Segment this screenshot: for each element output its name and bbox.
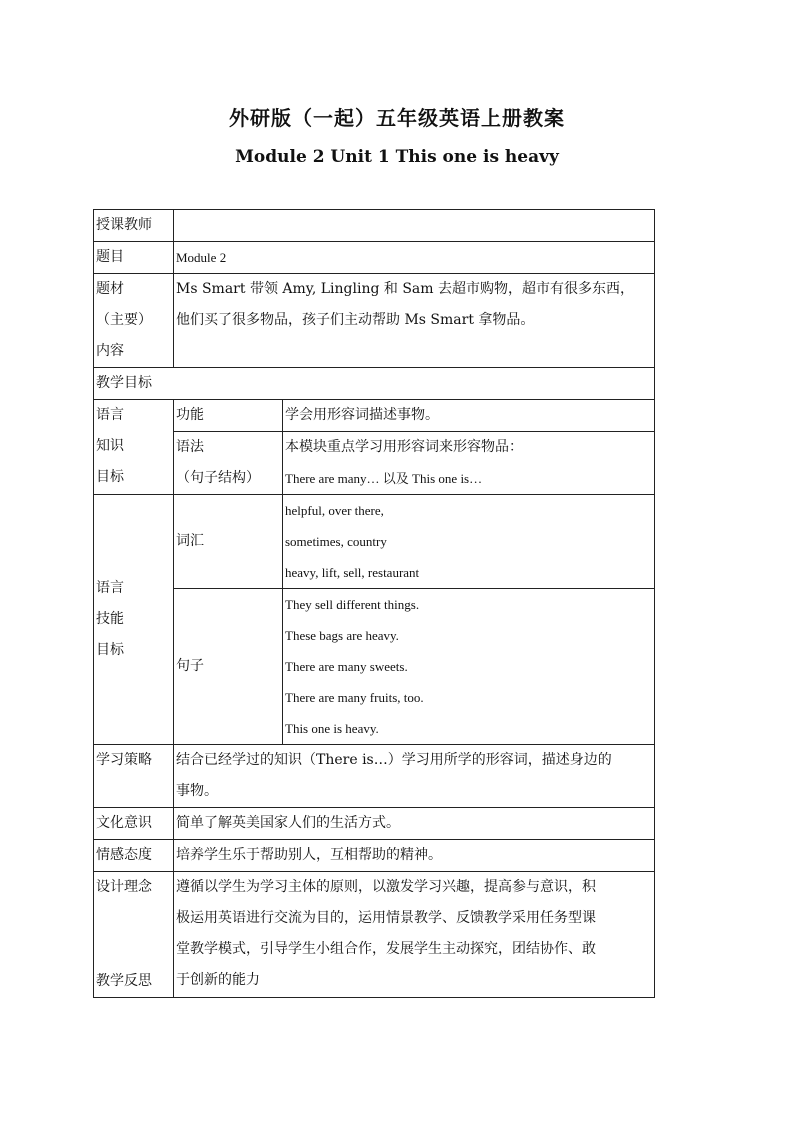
knowledge-label-line: 语言 xyxy=(96,407,124,423)
design-line: 堂教学模式，引导学生小组合作，发展学生主动探究，团结协作、敢 xyxy=(176,941,596,957)
vocab-label: 词汇 xyxy=(174,495,283,589)
design-reflection-label xyxy=(94,872,174,998)
function-value: 学会用形容词描述事物。 xyxy=(283,400,655,432)
culture-label: 文化意识 xyxy=(94,808,174,840)
sentence-value xyxy=(283,589,655,745)
sentence-label: 句子 xyxy=(174,589,283,745)
strategy-value xyxy=(174,745,655,808)
topic-value: Module 2 xyxy=(174,242,655,274)
page-subtitle: Module 2 Unit 1 This one is heavy xyxy=(235,147,559,167)
sentence-line: There are many sweets. xyxy=(285,659,408,674)
content-label-line: （主要） xyxy=(96,312,152,328)
strategy-label: 学习策略 xyxy=(94,745,174,808)
page-title: 外研版（一起）五年级英语上册教案 xyxy=(229,106,565,130)
design-line: 极运用英语进行交流为目的，运用情景教学、反馈教学采用任务型课 xyxy=(176,910,596,926)
sentence-line: They sell different things. xyxy=(285,597,420,612)
sentence-line: There are many fruits, too. xyxy=(285,690,424,705)
grammar-line: 本模块重点学习用形容词来形容物品： xyxy=(285,439,523,455)
skill-label xyxy=(94,495,174,745)
skill-label-line: 语言 xyxy=(96,580,124,596)
grammar-label-line: 语法 xyxy=(176,439,204,455)
grammar-label xyxy=(174,432,283,495)
content-label-line: 题材 xyxy=(96,281,124,297)
vocab-line: heavy, lift, sell, restaurant xyxy=(285,565,420,580)
grammar-line: There are many… 以及 This one is… xyxy=(285,471,483,486)
teacher-label: 授课教师 xyxy=(94,210,174,242)
vocab-value xyxy=(283,495,655,589)
lesson-plan-table xyxy=(93,209,655,998)
content-line: 他们买了很多物品，孩子们主动帮助 Ms Smart 拿物品。 xyxy=(176,312,535,328)
sentence-line: These bags are heavy. xyxy=(285,628,399,643)
content-value xyxy=(174,274,655,368)
skill-label-line: 技能 xyxy=(96,611,124,627)
design-value xyxy=(174,872,655,998)
design-line: 遵循以学生为学习主体的原则，以激发学习兴趣，提高参与意识，积 xyxy=(176,879,596,895)
content-label xyxy=(94,274,174,368)
knowledge-label-line: 目标 xyxy=(96,469,124,485)
vocab-line: sometimes, country xyxy=(285,534,387,549)
design-label: 设计理念 xyxy=(96,879,152,895)
reflection-label: 教学反思 xyxy=(96,973,152,989)
grammar-label-line: （句子结构） xyxy=(176,470,260,486)
emotion-value: 培养学生乐于帮助别人，互相帮助的精神。 xyxy=(174,840,655,872)
function-label: 功能 xyxy=(174,400,283,432)
sentence-line: This one is heavy. xyxy=(285,721,379,736)
emotion-label: 情感态度 xyxy=(94,840,174,872)
strategy-line: 结合已经学过的知识（There is…）学习用所学的形容词，描述身边的 xyxy=(176,752,612,768)
vocab-line: helpful, over there, xyxy=(285,503,384,518)
content-line: Ms Smart 带领 Amy, Lingling 和 Sam 去超市购物，超市有很多东西， xyxy=(176,281,634,297)
design-line: 于创新的能力 xyxy=(176,972,260,988)
goals-label: 教学目标 xyxy=(94,368,655,400)
knowledge-label-line: 知识 xyxy=(96,438,124,454)
topic-label: 题目 xyxy=(94,242,174,274)
knowledge-label xyxy=(94,400,174,495)
strategy-line: 事物。 xyxy=(176,783,218,799)
grammar-value xyxy=(283,432,655,495)
skill-label-line: 目标 xyxy=(96,642,124,658)
teacher-value xyxy=(174,210,655,242)
culture-value: 简单了解英美国家人们的生活方式。 xyxy=(174,808,655,840)
content-label-line: 内容 xyxy=(96,343,124,359)
